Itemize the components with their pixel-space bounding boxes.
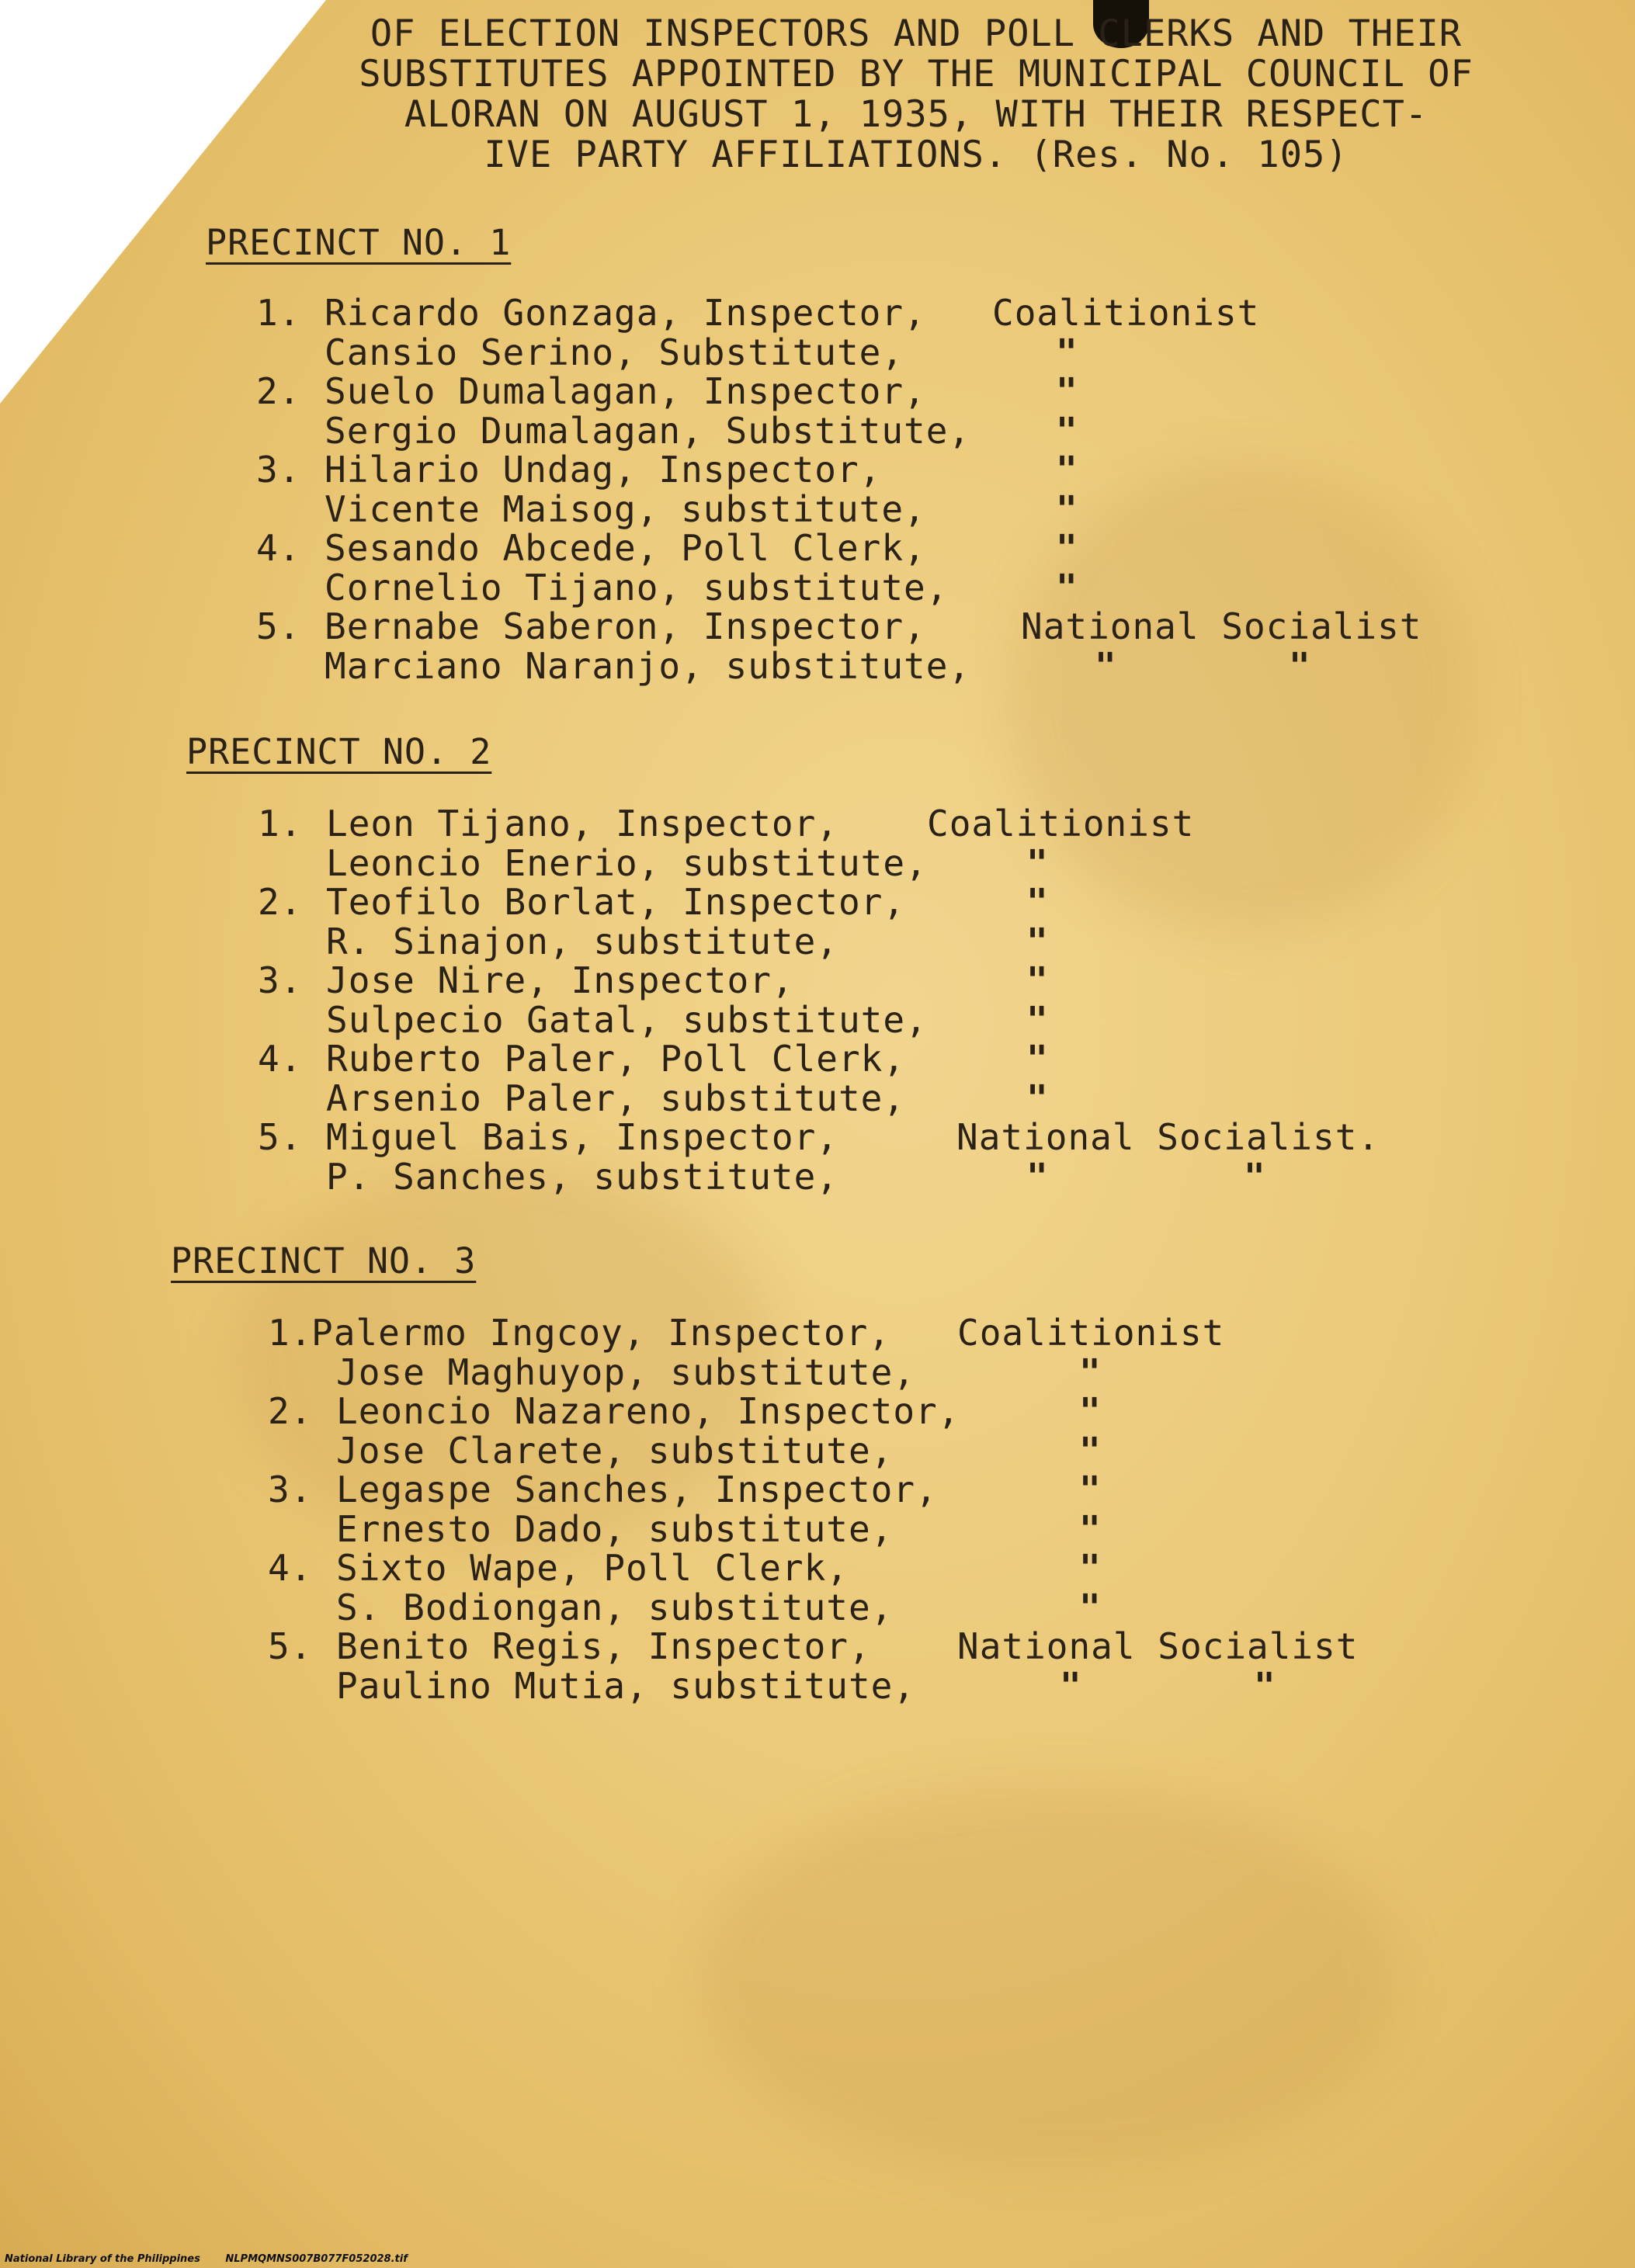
entry-name: Leon Tijano, Inspector, bbox=[326, 803, 838, 844]
entry-name: Sesando Abcede, Poll Clerk, bbox=[325, 527, 926, 569]
ditto-mark: " bbox=[1026, 1077, 1049, 1119]
ditto-mark: " bbox=[1095, 644, 1117, 687]
file-name: NLPMQMNS007B077F052028.tif bbox=[225, 2253, 408, 2265]
entry-name: Arsenio Paler, substitute, bbox=[326, 1077, 906, 1119]
party-affiliation: National Socialist bbox=[1021, 605, 1422, 647]
ditto-mark: " bbox=[1289, 644, 1311, 687]
entry-name: Ruberto Paler, Poll Clerk, bbox=[326, 1038, 906, 1080]
ditto-mark: " bbox=[1056, 409, 1078, 452]
entry-name: Ricardo Gonzaga, Inspector, bbox=[325, 292, 926, 334]
entry-number: 2. bbox=[268, 1390, 313, 1432]
entry-name: Cansio Serino, Substitute, bbox=[325, 331, 904, 373]
ditto-mark: " bbox=[1026, 1038, 1049, 1080]
party-affiliation: Coalitionist bbox=[927, 803, 1195, 844]
ditto-mark: " bbox=[1079, 1507, 1102, 1550]
entry-number: 1. bbox=[258, 803, 303, 844]
ditto-mark: " bbox=[1056, 487, 1078, 530]
ditto-mark: " bbox=[1079, 1547, 1102, 1589]
entry-name: Leoncio Nazareno, Inspector, bbox=[336, 1390, 960, 1432]
entry-name: Vicente Maisog, substitute, bbox=[325, 487, 926, 530]
ditto-mark: " bbox=[1026, 841, 1049, 884]
entry-number: 5. bbox=[258, 1116, 303, 1158]
party-affiliation: Coalitionist bbox=[992, 292, 1260, 334]
ditto-mark: " bbox=[1254, 1664, 1276, 1707]
entry-name: Cornelio Tijano, substitute, bbox=[325, 566, 949, 609]
entry-number: 5. bbox=[256, 605, 301, 647]
paper-stain bbox=[699, 1785, 1397, 2173]
ditto-mark: " bbox=[1244, 1155, 1266, 1198]
entry-name: Sixto Wape, Poll Clerk, bbox=[336, 1547, 849, 1589]
title-line: IVE PARTY AFFILIATIONS. (Res. No. 105) bbox=[484, 134, 1349, 176]
entry-number: 5. bbox=[268, 1625, 313, 1667]
ditto-mark: " bbox=[1026, 998, 1049, 1041]
entry-name: Jose Nire, Inspector, bbox=[326, 959, 794, 1001]
ditto-mark: " bbox=[1079, 1469, 1102, 1510]
entry-number: 3. bbox=[256, 449, 301, 491]
entry-name: Paulino Mutia, substitute, bbox=[336, 1664, 916, 1707]
entry-name: Jose Maghuyop, substitute, bbox=[336, 1351, 916, 1393]
ditto-mark: " bbox=[1056, 566, 1078, 609]
ditto-mark: " bbox=[1056, 370, 1078, 412]
entry-name: Sergio Dumalagan, Substitute, bbox=[325, 409, 971, 452]
ditto-mark: " bbox=[1079, 1390, 1102, 1432]
entry-name: Bernabe Saberon, Inspector, bbox=[325, 605, 926, 647]
title-line: OF ELECTION INSPECTORS AND POLL CLERKS AND THEIR bbox=[370, 12, 1463, 55]
entry-number: 3. bbox=[258, 959, 303, 1001]
party-affiliation: National Socialist. bbox=[956, 1116, 1380, 1158]
entry-name: Teofilo Borlat, Inspector, bbox=[326, 881, 906, 923]
entry-number: 1. bbox=[268, 1312, 313, 1354]
ditto-mark: " bbox=[1056, 527, 1078, 569]
document-title bbox=[295, 14, 1537, 175]
entry-name: Suelo Dumalagan, Inspector, bbox=[325, 370, 926, 412]
party-affiliation: National Socialist bbox=[957, 1625, 1359, 1667]
paper-stain bbox=[1009, 466, 1475, 931]
entry-number: 4. bbox=[256, 527, 301, 569]
ditto-mark: " bbox=[1026, 1155, 1049, 1198]
entry-name: Marciano Naranjo, substitute, bbox=[325, 644, 971, 687]
entry-name: Sulpecio Gatal, substitute, bbox=[326, 998, 928, 1041]
ditto-mark: " bbox=[1056, 331, 1078, 373]
entry-name: R. Sinajon, substitute, bbox=[326, 920, 838, 962]
entry-name: Ernesto Dado, substitute, bbox=[336, 1507, 894, 1550]
scan-footer bbox=[5, 2253, 429, 2265]
entry-number: 2. bbox=[256, 370, 301, 412]
entry-name: Leoncio Enerio, substitute, bbox=[326, 841, 928, 884]
ditto-mark: " bbox=[1060, 1664, 1082, 1707]
ditto-mark: " bbox=[1079, 1586, 1102, 1628]
entry-number: 1. bbox=[256, 292, 301, 334]
entry-name: P. Sanches, substitute, bbox=[326, 1155, 838, 1198]
entry-name: Hilario Undag, Inspector, bbox=[325, 449, 882, 491]
ditto-mark: " bbox=[1079, 1351, 1102, 1393]
precinct-2-heading: PRECINCT NO. 2 bbox=[186, 731, 492, 772]
entry-name: Legaspe Sanches, Inspector, bbox=[336, 1469, 938, 1510]
entry-name: Benito Regis, Inspector, bbox=[336, 1625, 871, 1667]
precinct-1-heading: PRECINCT NO. 1 bbox=[206, 222, 512, 263]
title-line: ALORAN ON AUGUST 1, 1935, WITH THEIR RESPECT- bbox=[404, 93, 1428, 136]
entry-number: 3. bbox=[268, 1469, 313, 1510]
entry-name: Palermo Ingcoy, Inspector, bbox=[311, 1312, 891, 1354]
ditto-mark: " bbox=[1026, 920, 1049, 962]
entry-number: 4. bbox=[268, 1547, 313, 1589]
library-credit: National Library of the Philippines bbox=[5, 2253, 200, 2265]
ditto-mark: " bbox=[1079, 1429, 1102, 1472]
title-line: SUBSTITUTES APPOINTED BY THE MUNICIPAL COUNCIL OF bbox=[359, 53, 1474, 95]
ditto-mark: " bbox=[1026, 959, 1049, 1001]
entry-name: Jose Clarete, substitute, bbox=[336, 1429, 894, 1472]
entry-number: 2. bbox=[258, 881, 303, 923]
party-affiliation: Coalitionist bbox=[957, 1312, 1225, 1354]
ditto-mark: " bbox=[1056, 449, 1078, 491]
entry-number: 4. bbox=[258, 1038, 303, 1080]
entry-name: S. Bodiongan, substitute, bbox=[336, 1586, 894, 1628]
entry-name: Miguel Bais, Inspector, bbox=[326, 1116, 838, 1158]
precinct-3-heading: PRECINCT NO. 3 bbox=[171, 1240, 477, 1281]
ditto-mark: " bbox=[1026, 881, 1049, 923]
